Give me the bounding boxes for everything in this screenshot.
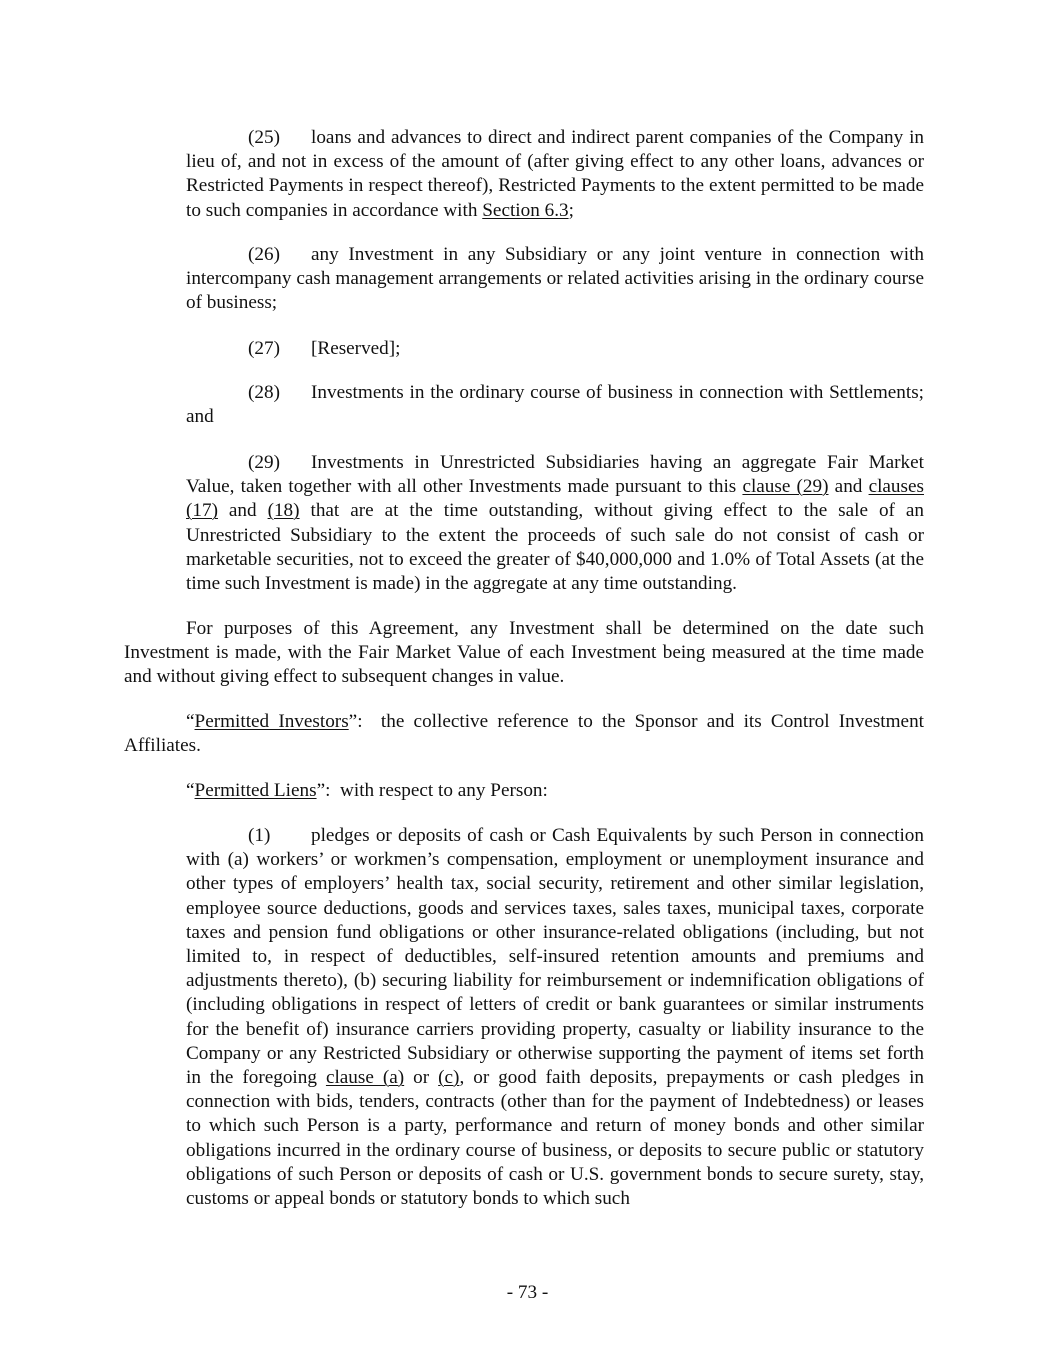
liens-clause-1: (1) pledges or deposits of cash or Cash Equivalents by such Person in connection with (a) workers’ or workmen’s compensation, employment or unemployment insurance and other types of employers’ health tax, social security, retirement and other similar legislation, employee source deductions, goods and services taxes, sales taxes, municipal taxes, corporate taxes and pension fund obligations or other insurance-related obligations (including, but not limited to, in respect of deductibles, self-insured retention amounts and premiums and adjustments thereto), (b) securing liability for reimbursement or indemnification obligations of (including obligations in respect of letters of credit or bank guarantees or similar instruments for the benefit of) insurance carriers providing property, casualty or liability insurance to the Company or any Restricted Subsidiary or otherwise supporting the payment of items set forth in the foregoing clause (a) or (c), or good faith deposits, prepayments or cash pledges in connection with bids, tenders, contracts (other than for the payment of Indebtedness) or leases to which such Person is a party, performance and return of money bonds and other similar obligations incurred in the ordinary course of business, or deposits to secure public or statutory obligations of such Person or deposits of cash or U.S. government bonds to secure surety, stay, customs or appeal bonds or statutory bonds to which such [186, 825, 924, 1210]
definition-text: with respect to any Person: [340, 780, 548, 801]
definition-permitted-investors: “Permitted Investors”: the collective reference to the Sponsor and its Control Investment Affiliates. [124, 711, 924, 757]
clause-number: (1) [248, 825, 271, 846]
clause-26 [186, 243, 924, 316]
clause-number: (25) [248, 127, 280, 148]
section-reference-link: Section 6.3 [482, 199, 569, 221]
clause-reference: (c) [438, 1067, 460, 1089]
clause-reference: clause (29) [742, 476, 829, 498]
definition-permitted-liens: “Permitted Liens”: with respect to any Person: [186, 780, 548, 801]
clause-text: Investments in the ordinary course of business in connection with Settlements; and [186, 382, 924, 428]
clause-reference: clause (a) [325, 1067, 405, 1089]
clause-number: (26) [248, 244, 280, 265]
clause-reference: (18) [267, 500, 300, 522]
purposes-paragraph: For purposes of this Agreement, any Investment shall be determined on the date such Investment is made, with the Fair Market Value of each Investment being measured at the time made and without giving effect to subsequent changes in value. [124, 618, 924, 688]
clause-text: loans and advances to direct and indirect parent companies of the Company in lieu of, and not in excess of the amount of (after giving effect to any other loans, advances or Restricted Payments in respect thereof), Restricted Payments to the extent permitted to be made to such companies in accordance with [186, 127, 924, 221]
clause-number: (28) [248, 382, 280, 403]
definition-text: the collective reference to the Sponsor and its Control Investment Affiliates. [124, 711, 924, 757]
page-number: - 73 - [506, 1282, 549, 1303]
clause-28 [186, 381, 924, 429]
clause-text: any Investment in any Subsidiary or any joint venture in connection with intercompany cash management arrangements or related activities arising in the ordinary course of business; [186, 244, 924, 314]
clause-27 [186, 337, 924, 361]
clause-29: (29) Investments in Unrestricted Subsidiaries having an aggregate Fair Market Value, taken together with all other Investments made pursuant to this clause (29) and clauses (17) and (18) that are at the time outstanding, without giving effect to the sale of an Unrestricted Subsidiary to the extent the proceeds of such sale do not consist of cash or marketable securities, not to exceed the greater of $40,000,000 and 1.0% of Total Assets (at the time such Investment is made) in the aggregate at any time outstanding. [186, 452, 924, 595]
clause-number: (27) [248, 338, 280, 359]
defined-term: Permitted Investors [194, 711, 349, 732]
clause-text: [Reserved]; [311, 338, 401, 359]
clause-number: (29) [248, 452, 280, 473]
clause-25: (25) loans and advances to direct and indirect parent companies of the Company in lieu of, and not in excess of the amount of (after giving effect to any other loans, advances or Restricted Payments in respect thereof), Restricted Payments to the extent permitted to be made to such companies in accordance with Section 6.3; [186, 127, 924, 221]
defined-term: Permitted Liens [194, 780, 317, 801]
clause-reference: clauses (17) [186, 476, 924, 522]
